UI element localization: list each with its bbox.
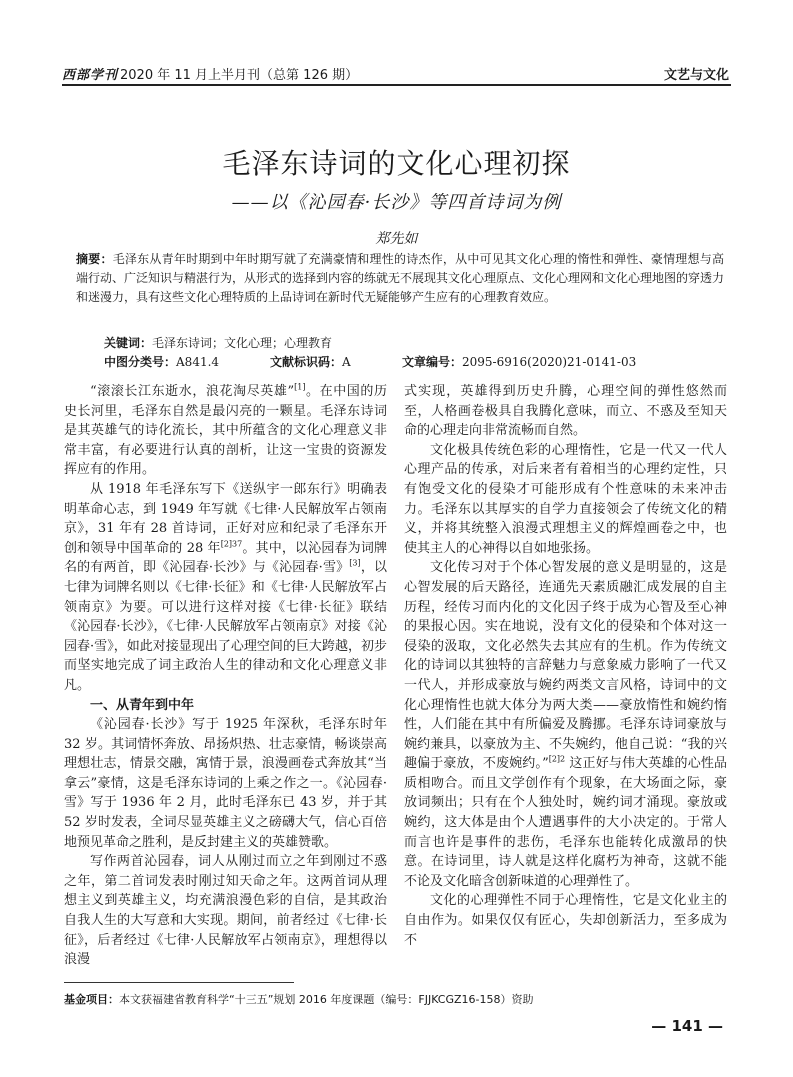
fund-footnote — [64, 991, 534, 1007]
paragraph: “滚滚长江东逝水，浪花淘尽英雄”[1]。在中国的历史长河里，毛泽东自然是最闪亮的一颗星。毛泽东诗词是其英雄气的诗化流长，其中所蕴含的文化心理意义非常丰富，有必要进行认真的剖析，让这一宝贵的资源发挥应有的作用。 — [64, 382, 387, 478]
article-number — [402, 353, 636, 370]
keywords — [104, 334, 332, 351]
page-number: — 141 — — [651, 1017, 723, 1035]
left-column — [64, 382, 387, 970]
paragraph: 文化的心理弹性不同于心理惰性，它是文化业主的自由作为。如果仅仅有匠心，失却创新活力，至多成为不 — [404, 893, 727, 948]
clc-code — [104, 353, 219, 370]
citation: [2]2 — [548, 754, 566, 764]
abstract-text: 毛泽东从青年时期到中年时期写就了充满豪情和理性的诗杰作，从中可见其文化心理的惰性和弹性、豪情理想与高端行动、广泛知识与精湛行为，从形式的选择到内容的练就无不展现其文化心理原点、文化心理网和文化心理地图的穿透力和迷漫力，具有这些文化心理特质的上品诗词在新时代无疑能够产生应有的心理教育效应。 — [76, 252, 725, 304]
paragraph: 式实现，英雄得到历史升腾，心理空间的弹性悠然而至，人格画卷极具自我腾化意味，而立、不惑及至知天命的心理走向非常流畅而自然。 — [404, 384, 727, 439]
header-divider — [62, 84, 731, 86]
article-subtitle: ——以《沁园春·长沙》等四首诗词为例 — [231, 192, 562, 213]
keywords-text: 毛泽东诗词；文化心理；心理教育 — [152, 336, 333, 350]
keywords-label: 关键词： — [104, 336, 153, 350]
article-number-value: 2095-6916(2020)21-0141-03 — [462, 355, 637, 369]
paragraph: 从 1918 年毛泽东写下《送纵宇一郎东行》明确表明革命心志，到 1949 年写就《七律·人民解放军占领南京》，31 年有 28 首诗词，正好对应和纪录了毛泽东开创和领导中国革命的 28 年$^{[2]37}$。其中，以沁园春为词牌名的有两首，即《沁园春·长沙》与《沁园春·雪》[3]，以七律为词牌名则以《七律·长征》和《七律·人民解放军占领南京》为要。可以进行这样对接《七律·长征》联结《沁园春·长沙》，《七律·人民解放军占领南京》对接《沁园春·雪》，如此对接显现出了心理空间的巨大跨越，初步而坚实地完成了词主政治人生的律动和文化心理意义非凡。 — [64, 481, 387, 693]
citation: [3] — [349, 559, 361, 569]
running-header-left — [62, 64, 358, 83]
journal-name: 西部学刊 — [62, 68, 119, 83]
article-number-label: 文章编号： — [402, 355, 463, 369]
citation: [2]37 — [220, 539, 243, 549]
fund-text: 本文获福建省教育科学“十三五”规划 2016 年度课题（编号：FJJKCGZ16-158）资助 — [119, 993, 534, 1006]
abstract-label: 摘要： — [76, 252, 113, 266]
paragraph: 写作两首沁园春，词人从刚过而立之年到刚过不惑之年，第二首词发表时刚过知天命之年。这两首词从理想主义到英雄主义，均充满浪漫色彩的自信，是其政治自我人生的大写意和大实现。期间，前者经过《七律·长征》，后者经过《七律·人民解放军占领南京》，理想得以浪漫 — [64, 854, 387, 968]
author-name: 郑先如 — [375, 231, 418, 247]
fund-label: 基金项目： — [64, 993, 119, 1006]
doc-code-label: 文献标识码： — [270, 355, 343, 369]
paragraph: 《沁园春·长沙》写于 1925 年深秋，毛泽东时年 32 岁。其词情怀奔放、昂扬炽热、壮志豪情，畅谈崇高理想壮志，情景交融，寓情于景，浪漫画卷式奔放其“当拿云”豪情，这是毛泽东诗词的上乘之作之一。《沁园春·雪》写于 1936 年 2 月，此时毛泽东已 43 岁，并于其 52 岁时发表，全词尽显英雄主义之磅礴大气，信心百倍地预见革命之胜利，是反封建主义的英雄赞歌。 — [64, 717, 387, 850]
paragraph: 文化传习对于个体心智发展的意义是明显的，这是心智发展的后天路径，连通先天素质融汇成发展的自主历程，经传习而内化的文化因子终于成为心智及至心神的果报心因。实在地说，没有文化的侵染和个体对这一侵染的汲取，文化必然失去其应有的生机。作为传统文化的诗词以其独特的言辞魅力与意象威力影响了一代又一代人，并形成豪放与婉约两类文言风格，诗词中的文化心理惰性也就大体分为两大类——豪放惰性和婉约惰性，人们能在其中有所偏爱及腾挪。毛泽东诗词豪放与婉约兼具，以豪放为主、不失婉约，他自己说：“我的兴趣偏于豪放，不废婉约。”$^{[2]2}$ 这正好与伟大英雄的心性品质相吻合。而且文学创作有个现象，在大场面之际，豪放词频出；只有在个人独处时，婉约词才涌现。豪放或婉约，这大体是由个人遭遇事件的大小决定的。于常人而言也许是事件的悲伤，毛泽东也能转化成激昂的快意。在诗词里，诗人就是这样化腐朽为神奇，这就不能不论及文化暗含创新味道的心理弹性了。 — [404, 560, 727, 889]
clc-label: 中图分类号： — [104, 355, 177, 369]
clc-value: A841.4 — [176, 355, 220, 369]
paragraph: 文化极具传统色彩的心理惰性，它是一代又一代人心理产品的传承，对后来者有着相当的心理约定性，只有饱受文化的侵染才可能形成有个性意味的未来冲击力。毛泽东以其厚实的自学力直接领会了传统文化的精义，并将其统整入浪漫式理想主义的辉煌画卷之中，也使其主人的心神得以自如地张扬。 — [404, 442, 727, 556]
footnote-divider — [64, 982, 294, 983]
section-name: 文艺与文化 — [663, 68, 729, 83]
doc-code — [270, 353, 351, 370]
issue-info: 2020 年 11 月上半月刊（总第 126 期） — [120, 68, 359, 83]
section-heading: 一、从青年到中年 — [90, 697, 195, 713]
citation: [1] — [294, 382, 306, 392]
abstract — [76, 250, 724, 307]
doc-code-value: A — [342, 355, 351, 369]
right-column — [404, 382, 727, 950]
article-title: 毛泽东诗词的文化心理初探 — [222, 147, 571, 180]
